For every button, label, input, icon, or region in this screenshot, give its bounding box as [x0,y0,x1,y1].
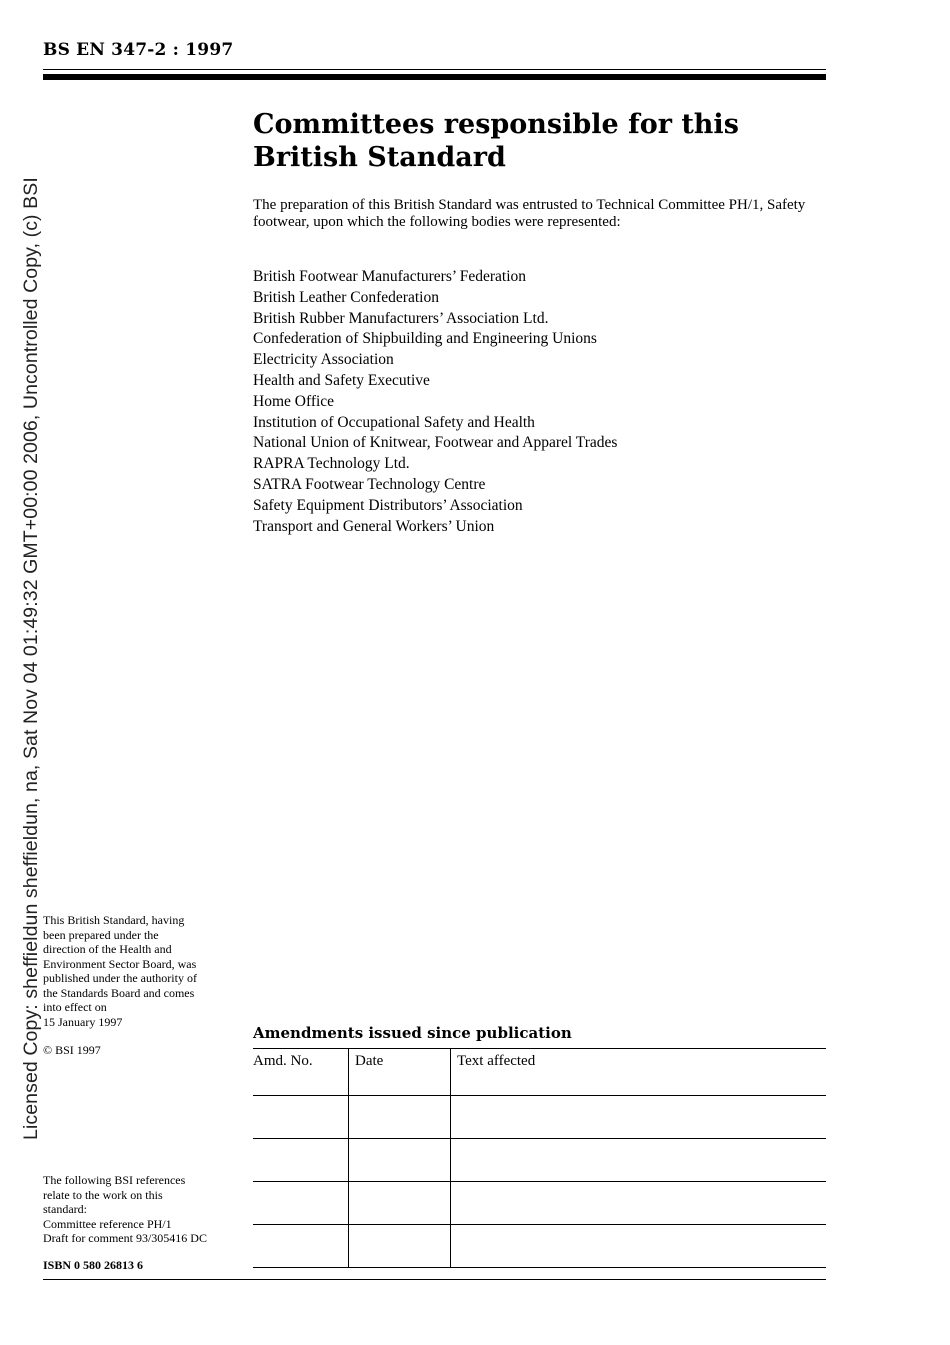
reference-line: Committee reference PH/1 [43,1216,172,1231]
table-header-row [253,1049,826,1096]
list-item: National Union of Knitwear, Footwear and Apparel Trades [253,434,618,452]
table-cell [451,1225,827,1268]
list-item: Health and Safety Executive [253,371,430,389]
reference-line: Draft for comment 93/305416 DC [43,1231,207,1245]
table-row [253,1225,826,1268]
amendments-title: Amendments issued since publication [253,1024,572,1042]
list-item: Electricity Association [253,351,394,369]
table-cell [253,1182,349,1225]
title-line-1: Committees responsible for this [253,109,739,140]
table-cell [253,1139,349,1182]
document-code: BS EN 347-2 : 1997 [43,40,234,60]
column-header-amd-no: Amd. No. [253,1049,349,1096]
list-item: SATRA Footwear Technology Centre [253,475,486,493]
list-item: Home Office [253,392,335,410]
reference-line: standard: [43,1202,87,1216]
table-cell [349,1225,451,1268]
table-cell [349,1096,451,1139]
table-row [253,1096,826,1139]
column-header-date: Date [349,1049,451,1096]
table-cell [349,1139,451,1182]
note-line: direction of the Health and [43,942,172,956]
header-rule-thin [43,69,826,70]
table-cell [451,1182,827,1225]
list-item: British Footwear Manufacturers’ Federation [253,268,527,285]
amendments-table [253,1048,826,1268]
table-cell [349,1182,451,1225]
page-title [253,108,813,174]
committee-bodies-list [253,267,813,537]
table-row [253,1139,826,1182]
table-cell [253,1096,349,1139]
license-watermark: Licensed Copy: sheffieldun sheffieldun, na, Sat Nov 04 01:49:32 GMT+00:00 2006, Uncontrolled Copy, (c) BSI [20,177,42,1140]
publication-note [43,913,233,1029]
note-line: Environment Sector Board, was [43,956,197,971]
column-header-text-affected: Text affected [451,1049,827,1096]
bsi-references [43,1173,243,1246]
list-item: Confederation of Shipbuilding and Engineering Unions [253,330,597,348]
list-item: Safety Equipment Distributors’ Association [253,496,523,514]
note-line: the Standards Board and comes [43,985,195,1000]
note-line: into effect on [43,1000,107,1014]
table-cell [253,1225,349,1268]
copyright-notice: © BSI 1997 [43,1043,101,1057]
isbn: ISBN 0 580 26813 6 [43,1258,144,1272]
table-cell [451,1096,827,1139]
list-item: British Rubber Manufacturers’ Association Ltd. [253,309,549,327]
note-line: 15 January 1997 [43,1014,123,1029]
header-rule-thick [43,74,826,80]
table-cell [451,1139,827,1182]
intro-paragraph: The preparation of this British Standard was entrusted to Technical Committee PH/1, Safety footwear, upon which the following bodies were represented: [253,197,806,230]
table-row [253,1182,826,1225]
list-item: British Leather Confederation [253,288,439,306]
footer-rule [43,1279,826,1280]
list-item: RAPRA Technology Ltd. [253,455,410,473]
list-item: Transport and General Workers’ Union [253,517,495,535]
note-line: published under the authority of [43,971,197,985]
title-line-2: British Standard [253,142,506,173]
note-line: been prepared under the [43,927,159,942]
reference-line: relate to the work on this [43,1187,163,1202]
note-line: This British Standard, having [43,913,185,927]
list-item: Institution of Occupational Safety and Health [253,413,535,431]
reference-line: The following BSI references [43,1173,186,1187]
